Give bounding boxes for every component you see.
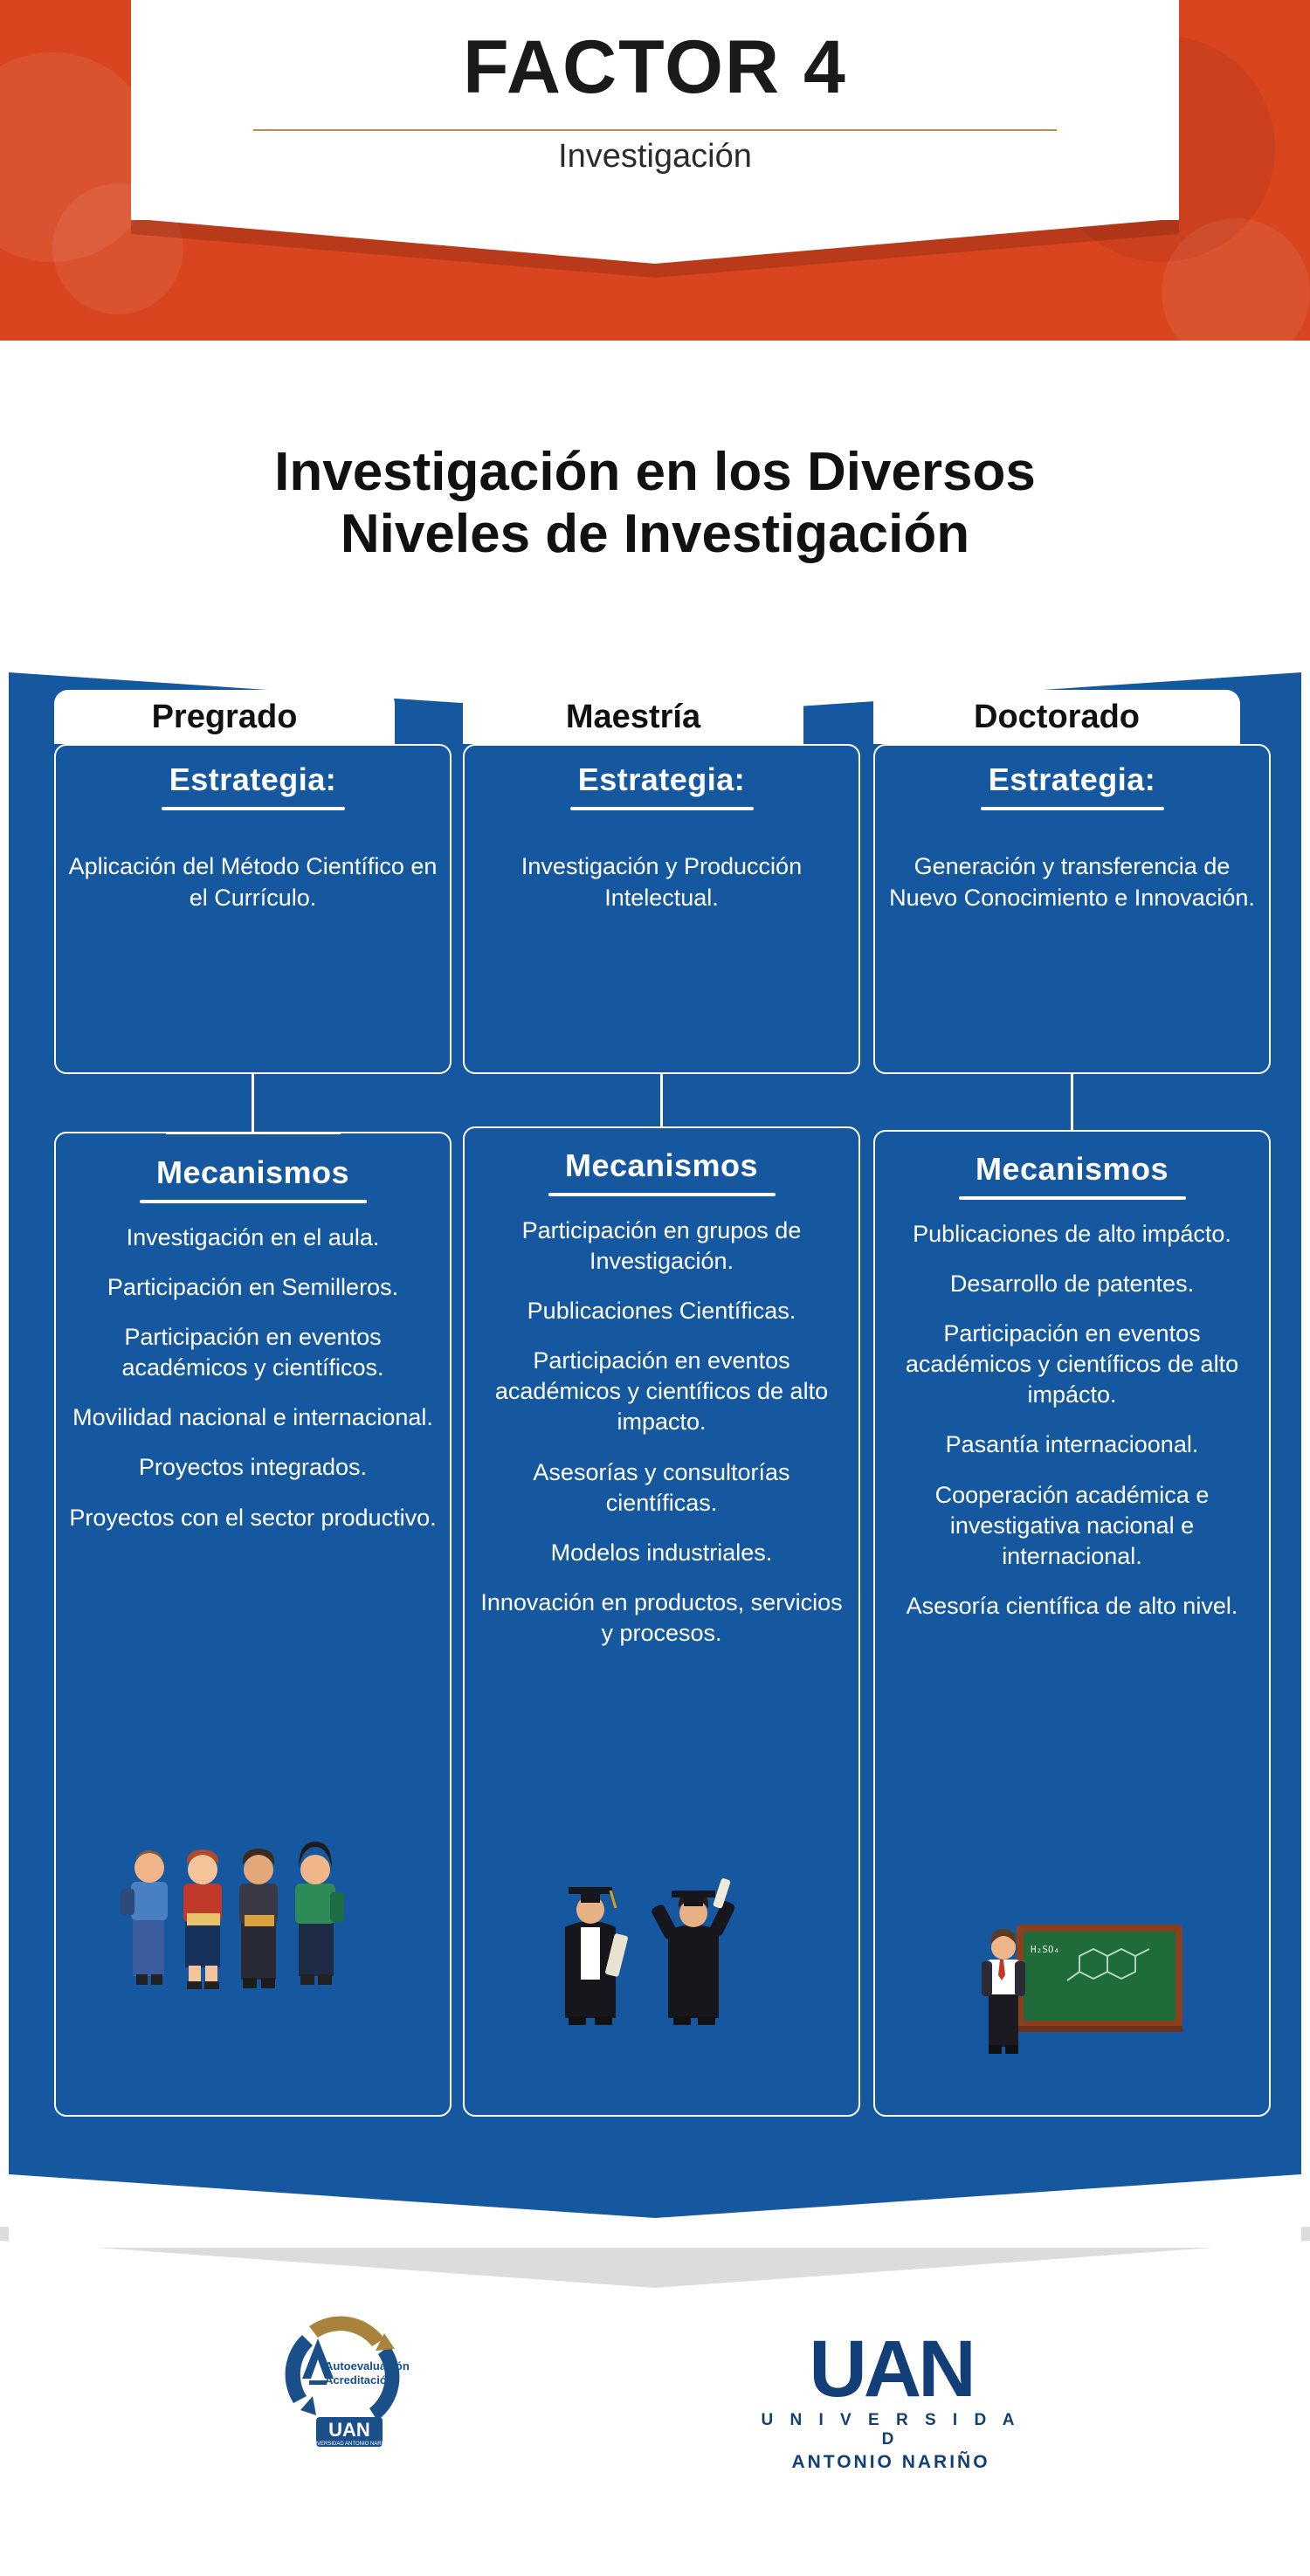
strategy-box-doctorado <box>873 744 1271 1074</box>
mechanisms-heading: Mecanismos <box>975 1151 1169 1187</box>
uan-line2: ANTONIO NARIÑO <box>791 2452 990 2473</box>
mechanisms-list-maestria <box>465 1216 858 1649</box>
professor-chalkboard-illustration <box>976 1921 1186 2083</box>
strategy-box-pregrado <box>54 744 452 1074</box>
heading-underline <box>548 1193 776 1196</box>
accreditation-badge: UAN <box>328 2419 370 2441</box>
strategy-box-maestria <box>463 744 860 1074</box>
university-logo <box>751 2325 1031 2473</box>
main-heading <box>79 441 1231 566</box>
header-divider <box>253 129 1057 131</box>
list-item: Pasantía internacioonal. <box>945 1431 1199 1458</box>
strategy-text: Investigación y Producción Intelectual. <box>521 853 803 912</box>
graduates-illustration <box>528 1873 790 2030</box>
list-item: Investigación en el aula. <box>126 1224 380 1250</box>
strategy-heading: Estrategia: <box>577 761 746 797</box>
strategy-heading: Estrategia: <box>988 761 1156 797</box>
list-item: Cooperación académica e investigativa nacional e internacional. <box>934 1481 1210 1569</box>
list-item: Proyectos integrados. <box>138 1454 368 1481</box>
page-subtitle: Investigación <box>558 138 752 175</box>
heading-underline <box>981 807 1164 810</box>
mechanisms-list-pregrado <box>56 1223 450 1533</box>
list-item: Participación en eventos académicos y científicos de alto impácto. <box>905 1320 1239 1409</box>
accreditation-badge-sub: UNIVERSIDAD ANTONIO NARIÑO <box>307 2442 391 2447</box>
svg-text:H₂SO₄: H₂SO₄ <box>1031 1944 1060 1955</box>
strategy-heading: Estrategia: <box>169 761 337 797</box>
list-item: Asesoría científica de alto nivel. <box>906 1592 1238 1619</box>
heading-underline <box>162 807 345 810</box>
mechanisms-list-doctorado <box>875 1219 1269 1622</box>
mechanisms-heading: Mecanismos <box>155 1154 350 1190</box>
list-item: Participación en eventos académicos y científicos de alto impacto. <box>494 1347 829 1436</box>
tab-pregrado[interactable]: Pregrado <box>54 690 395 744</box>
students-group-illustration <box>114 1838 393 2030</box>
uan-wordmark: UAN <box>809 2325 973 2414</box>
connector-line <box>252 1074 254 1133</box>
accreditation-line2: Acreditación <box>325 2373 394 2387</box>
list-item: Participación en grupos de Investigación. <box>521 1217 802 1275</box>
heading-underline <box>570 807 754 810</box>
connector-line <box>1071 1074 1073 1131</box>
list-item: Asesorías y consultorías científicas. <box>533 1458 790 1516</box>
uan-line1: U N I V E R S I D A D <box>761 2411 1021 2449</box>
tab-maestria[interactable]: Maestría <box>463 690 803 744</box>
strategy-text: Generación y transferencia de Nuevo Conocimiento e Innovación. <box>889 853 1255 912</box>
header-content <box>131 0 1179 220</box>
connector-line <box>660 1074 663 1128</box>
heading-underline <box>959 1196 1186 1200</box>
list-item: Innovación en productos, servicios y procesos. <box>480 1588 843 1646</box>
main-heading-line2: Niveles de Investigación <box>340 504 970 565</box>
list-item: Participación en Semilleros. <box>107 1274 399 1301</box>
list-item: Modelos industriales. <box>550 1539 773 1566</box>
accreditation-logo <box>262 2305 437 2471</box>
accreditation-line1: Autoevaluación <box>325 2359 410 2373</box>
list-item: Publicaciones de alto impácto. <box>913 1221 1231 1247</box>
strategy-text: Aplicación del Método Científico en el Currículo. <box>68 853 438 912</box>
list-item: Movilidad nacional e internacional. <box>72 1404 433 1431</box>
page-title: FACTOR 4 <box>463 25 847 109</box>
list-item: Desarrollo de patentes. <box>949 1271 1195 1298</box>
mechanisms-heading: Mecanismos <box>564 1147 759 1183</box>
tab-doctorado[interactable]: Doctorado <box>873 690 1240 744</box>
list-item: Publicaciones Científicas. <box>527 1298 796 1325</box>
main-heading-line1: Investigación en los Diversos <box>274 442 1036 502</box>
list-item: Participación en eventos académicos y científicos. <box>121 1324 384 1381</box>
heading-underline <box>140 1200 367 1203</box>
list-item: Proyectos con el sector productivo. <box>69 1504 437 1531</box>
